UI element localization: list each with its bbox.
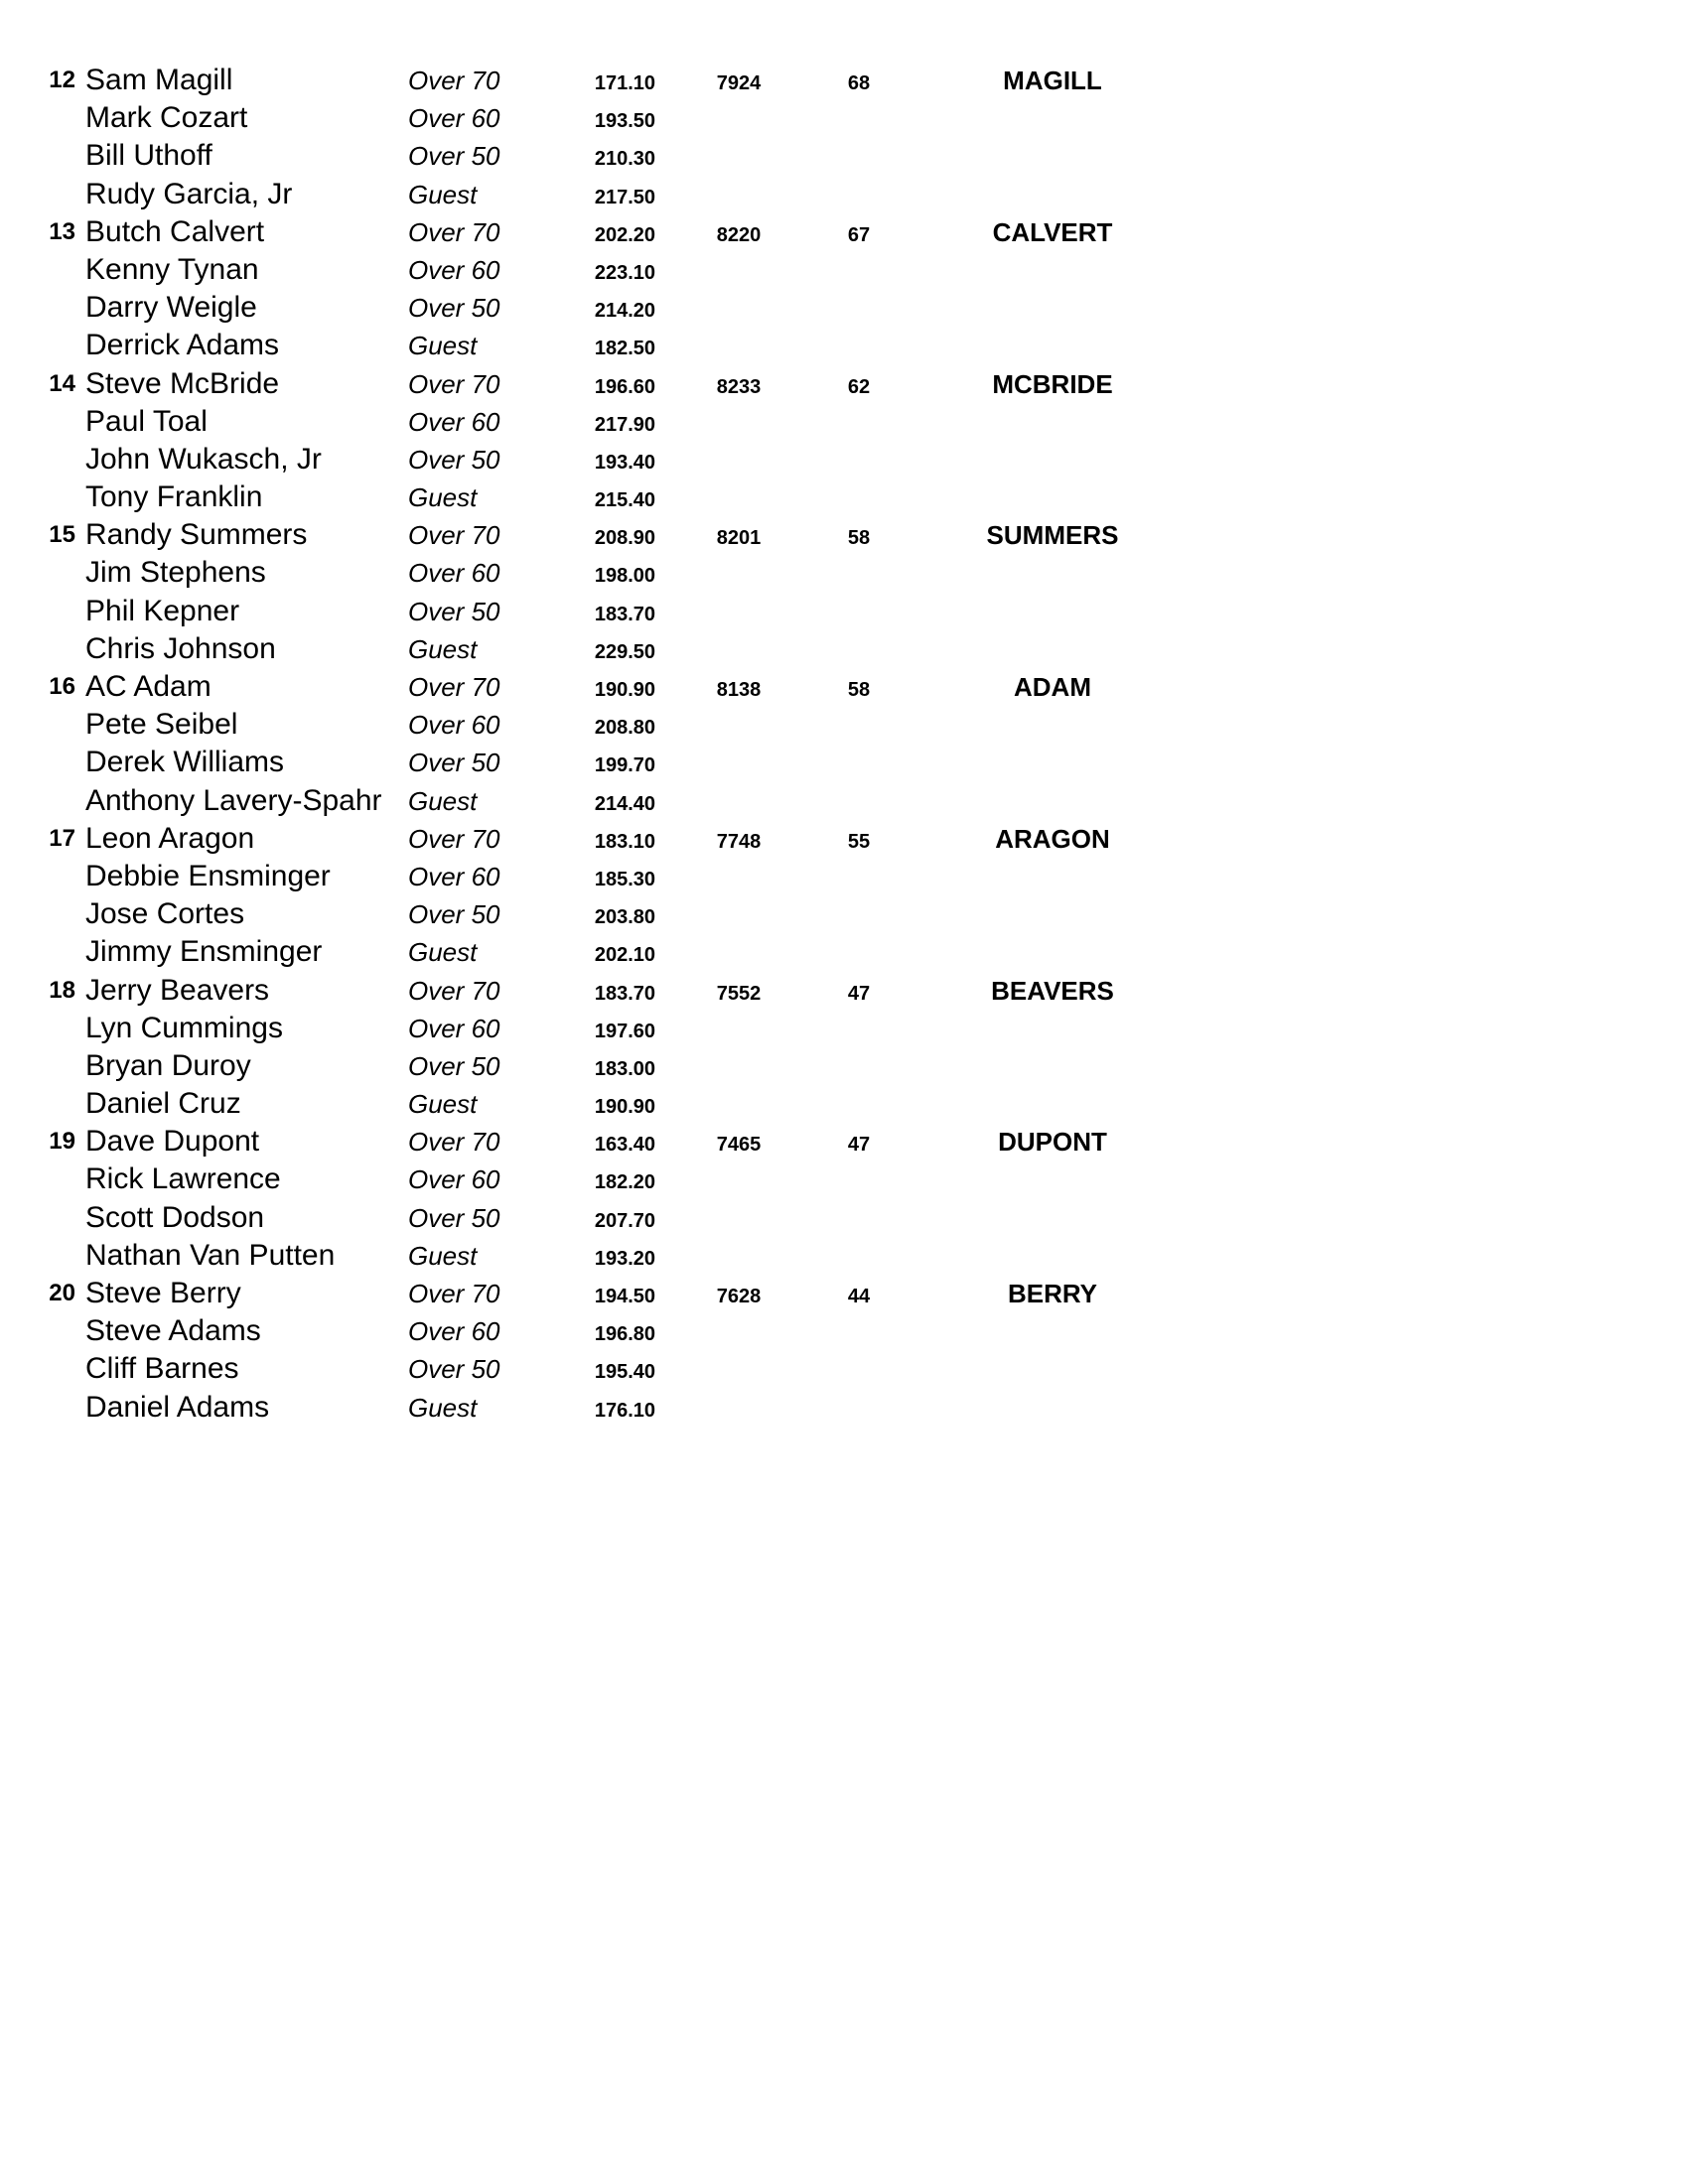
team-points: 68 <box>847 72 871 94</box>
player-score: 190.90 <box>594 679 655 701</box>
team-name: SUMMERS <box>986 520 1119 551</box>
team-total: 8201 <box>716 527 762 550</box>
player-name: Rudy Garcia, Jr <box>85 177 293 210</box>
team-total: 7748 <box>716 830 762 853</box>
team-member-row <box>0 1312 1688 1350</box>
player-name: Steve Adams <box>85 1314 261 1348</box>
team-points: 55 <box>847 830 871 853</box>
player-name: Steve McBride <box>85 366 280 400</box>
team-lead-row <box>0 1123 1688 1160</box>
player-score: 163.40 <box>594 1134 655 1157</box>
team-member-row <box>0 1237 1688 1275</box>
player-division: Over 70 <box>408 216 500 247</box>
team-member-row <box>0 630 1688 668</box>
team-total: 7924 <box>716 72 762 94</box>
player-score: 217.90 <box>594 413 655 436</box>
team-member-row <box>0 99 1688 137</box>
player-score: 223.10 <box>594 261 655 284</box>
player-division: Guest <box>408 482 478 513</box>
team-name: BERRY <box>1007 1279 1098 1308</box>
player-division: Over 70 <box>408 672 500 702</box>
player-name: John Wukasch, Jr <box>85 442 322 476</box>
player-division: Over 50 <box>408 141 500 172</box>
team-total: 7465 <box>716 1134 762 1157</box>
team-member-row <box>0 782 1688 820</box>
team-rank: 16 <box>49 673 75 700</box>
player-score: 194.50 <box>594 1286 655 1307</box>
player-name: Kenny Tynan <box>85 252 259 286</box>
team-total: 8138 <box>716 679 762 701</box>
player-score: 215.40 <box>594 489 655 512</box>
team-member-row <box>0 289 1688 327</box>
team-member-row <box>0 1389 1688 1427</box>
team-name: MCBRIDE <box>992 368 1113 399</box>
player-name: Leon Aragon <box>85 821 255 855</box>
player-score: 207.70 <box>594 1209 655 1232</box>
player-name: Mark Cozart <box>85 101 248 135</box>
team-rank: 13 <box>49 217 75 245</box>
team-points: 58 <box>847 527 871 550</box>
player-score: 182.20 <box>594 1171 655 1194</box>
player-name: Paul Toal <box>85 404 208 438</box>
player-name: Randy Summers <box>85 518 308 552</box>
player-score: 202.20 <box>594 223 655 246</box>
player-score: 183.10 <box>594 830 655 853</box>
team-total: 7552 <box>716 982 762 1005</box>
team-member-row <box>0 1160 1688 1198</box>
player-score: 183.70 <box>594 603 655 625</box>
team-member-row <box>0 441 1688 478</box>
player-name: Daniel Cruz <box>85 1087 241 1121</box>
player-name: Jose Cortes <box>85 897 245 931</box>
team-member-row <box>0 895 1688 933</box>
team-member-row <box>0 706 1688 744</box>
player-division: Over 70 <box>408 975 500 1006</box>
player-name: Anthony Lavery-Spahr <box>85 783 382 817</box>
team-member-row <box>0 593 1688 630</box>
player-division: Over 60 <box>408 1316 500 1347</box>
team-total: 7628 <box>716 1286 762 1307</box>
team-member-row <box>0 251 1688 289</box>
team-points: 47 <box>847 982 871 1005</box>
player-division: Guest <box>408 1392 478 1423</box>
player-division: Over 60 <box>408 406 500 437</box>
team-member-row <box>0 933 1688 971</box>
team-total: 8220 <box>716 223 762 246</box>
team-member-row <box>0 858 1688 895</box>
team-rank: 15 <box>49 521 75 549</box>
team-name: ARAGON <box>995 823 1110 854</box>
team-member-row <box>0 176 1688 213</box>
team-lead-row <box>0 213 1688 251</box>
player-division: Over 70 <box>408 66 500 95</box>
player-score: 190.90 <box>594 1096 655 1119</box>
player-score: 217.50 <box>594 186 655 208</box>
team-points: 67 <box>847 223 871 246</box>
player-score: 196.60 <box>594 375 655 398</box>
player-score: 183.70 <box>594 982 655 1005</box>
player-score: 176.10 <box>594 1399 655 1422</box>
player-score: 210.30 <box>594 148 655 171</box>
player-score: 202.10 <box>594 944 655 967</box>
player-score: 185.30 <box>594 868 655 890</box>
player-division: Over 50 <box>408 444 500 475</box>
player-division: Guest <box>408 331 478 361</box>
team-lead-row <box>0 516 1688 554</box>
player-name: Pete Seibel <box>85 708 238 742</box>
team-points: 58 <box>847 679 871 701</box>
player-division: Over 60 <box>408 861 500 891</box>
player-division: Over 50 <box>408 1050 500 1081</box>
player-score: 197.60 <box>594 1020 655 1042</box>
team-member-row <box>0 1350 1688 1388</box>
team-points: 62 <box>847 375 871 398</box>
player-division: Over 60 <box>408 103 500 134</box>
team-lead-row <box>0 820 1688 858</box>
player-name: Lyn Cummings <box>85 1011 283 1044</box>
player-score: 193.50 <box>594 110 655 133</box>
team-name: MAGILL <box>1003 66 1102 95</box>
player-name: Steve Berry <box>85 1277 241 1309</box>
player-division: Over 60 <box>408 558 500 589</box>
team-lead-row <box>0 365 1688 403</box>
team-member-row <box>0 1199 1688 1237</box>
team-member-row <box>0 1085 1688 1123</box>
player-division: Guest <box>408 937 478 968</box>
player-name: Jerry Beavers <box>85 973 270 1007</box>
team-points: 44 <box>847 1286 871 1307</box>
player-name: Debbie Ensminger <box>85 859 331 892</box>
team-member-row <box>0 327 1688 364</box>
player-score: 208.80 <box>594 717 655 740</box>
player-name: Nathan Van Putten <box>85 1238 336 1272</box>
player-name: Chris Johnson <box>85 631 276 665</box>
team-rank: 17 <box>49 824 75 852</box>
player-score: 195.40 <box>594 1361 655 1384</box>
team-rank: 19 <box>49 1128 75 1156</box>
team-member-row <box>0 744 1688 781</box>
team-name: DUPONT <box>998 1127 1107 1158</box>
team-member-row <box>0 137 1688 175</box>
player-division: Over 70 <box>408 520 500 551</box>
standings-sheet <box>0 62 1688 1427</box>
team-name: ADAM <box>1014 672 1091 702</box>
player-name: Derek Williams <box>85 746 285 779</box>
player-division: Guest <box>408 179 478 209</box>
player-name: Bryan Duroy <box>85 1048 251 1082</box>
player-score: 229.50 <box>594 640 655 663</box>
team-member-row <box>0 554 1688 592</box>
player-division: Over 50 <box>408 899 500 930</box>
player-division: Over 50 <box>408 293 500 324</box>
player-score: 193.40 <box>594 451 655 474</box>
team-rank: 14 <box>49 369 75 397</box>
team-lead-row <box>0 668 1688 706</box>
team-rank: 18 <box>49 976 75 1004</box>
team-name: BEAVERS <box>991 975 1114 1006</box>
player-score: 214.20 <box>594 300 655 323</box>
team-name: CALVERT <box>992 216 1113 247</box>
player-score: 198.00 <box>594 565 655 588</box>
player-score: 214.40 <box>594 792 655 815</box>
player-division: Over 60 <box>408 710 500 741</box>
team-rank: 20 <box>49 1280 75 1306</box>
player-name: Sam Magill <box>85 64 233 96</box>
player-score: 171.10 <box>594 72 655 94</box>
team-member-row <box>0 1047 1688 1085</box>
player-division: Over 50 <box>408 748 500 778</box>
player-division: Over 70 <box>408 1279 500 1308</box>
player-score: 193.20 <box>594 1247 655 1270</box>
player-score: 203.80 <box>594 906 655 929</box>
player-division: Over 70 <box>408 368 500 399</box>
player-name: Bill Uthoff <box>85 139 212 173</box>
player-name: Darry Weigle <box>85 291 257 325</box>
player-name: Jimmy Ensminger <box>85 935 323 969</box>
player-division: Over 50 <box>408 1354 500 1385</box>
player-division: Guest <box>408 1240 478 1271</box>
team-rank: 12 <box>49 67 75 93</box>
player-name: Phil Kepner <box>85 594 240 627</box>
player-name: Daniel Adams <box>85 1390 270 1424</box>
player-name: Derrick Adams <box>85 329 280 362</box>
team-lead-row <box>0 62 1688 99</box>
team-lead-row <box>0 1275 1688 1312</box>
player-division: Over 70 <box>408 1127 500 1158</box>
team-member-row <box>0 403 1688 441</box>
player-division: Over 60 <box>408 1164 500 1195</box>
player-score: 182.50 <box>594 338 655 360</box>
team-points: 47 <box>847 1134 871 1157</box>
player-division: Over 70 <box>408 823 500 854</box>
team-member-row <box>0 478 1688 516</box>
team-total: 8233 <box>716 375 762 398</box>
player-score: 208.90 <box>594 527 655 550</box>
player-division: Over 50 <box>408 596 500 626</box>
player-name: Butch Calvert <box>85 214 265 248</box>
player-score: 196.80 <box>594 1323 655 1346</box>
player-division: Guest <box>408 785 478 816</box>
player-score: 183.00 <box>594 1057 655 1080</box>
player-score: 199.70 <box>594 754 655 777</box>
player-name: Rick Lawrence <box>85 1162 281 1196</box>
player-name: Jim Stephens <box>85 556 266 590</box>
player-name: Dave Dupont <box>85 1125 260 1159</box>
player-name: Tony Franklin <box>85 480 263 514</box>
player-name: Scott Dodson <box>85 1200 265 1234</box>
team-lead-row <box>0 972 1688 1010</box>
player-division: Over 50 <box>408 1202 500 1233</box>
team-member-row <box>0 1010 1688 1047</box>
player-division: Over 60 <box>408 1013 500 1043</box>
player-division: Guest <box>408 1089 478 1120</box>
player-name: AC Adam <box>85 670 211 703</box>
player-division: Over 60 <box>408 254 500 285</box>
player-division: Guest <box>408 633 478 664</box>
player-name: Cliff Barnes <box>85 1352 239 1386</box>
